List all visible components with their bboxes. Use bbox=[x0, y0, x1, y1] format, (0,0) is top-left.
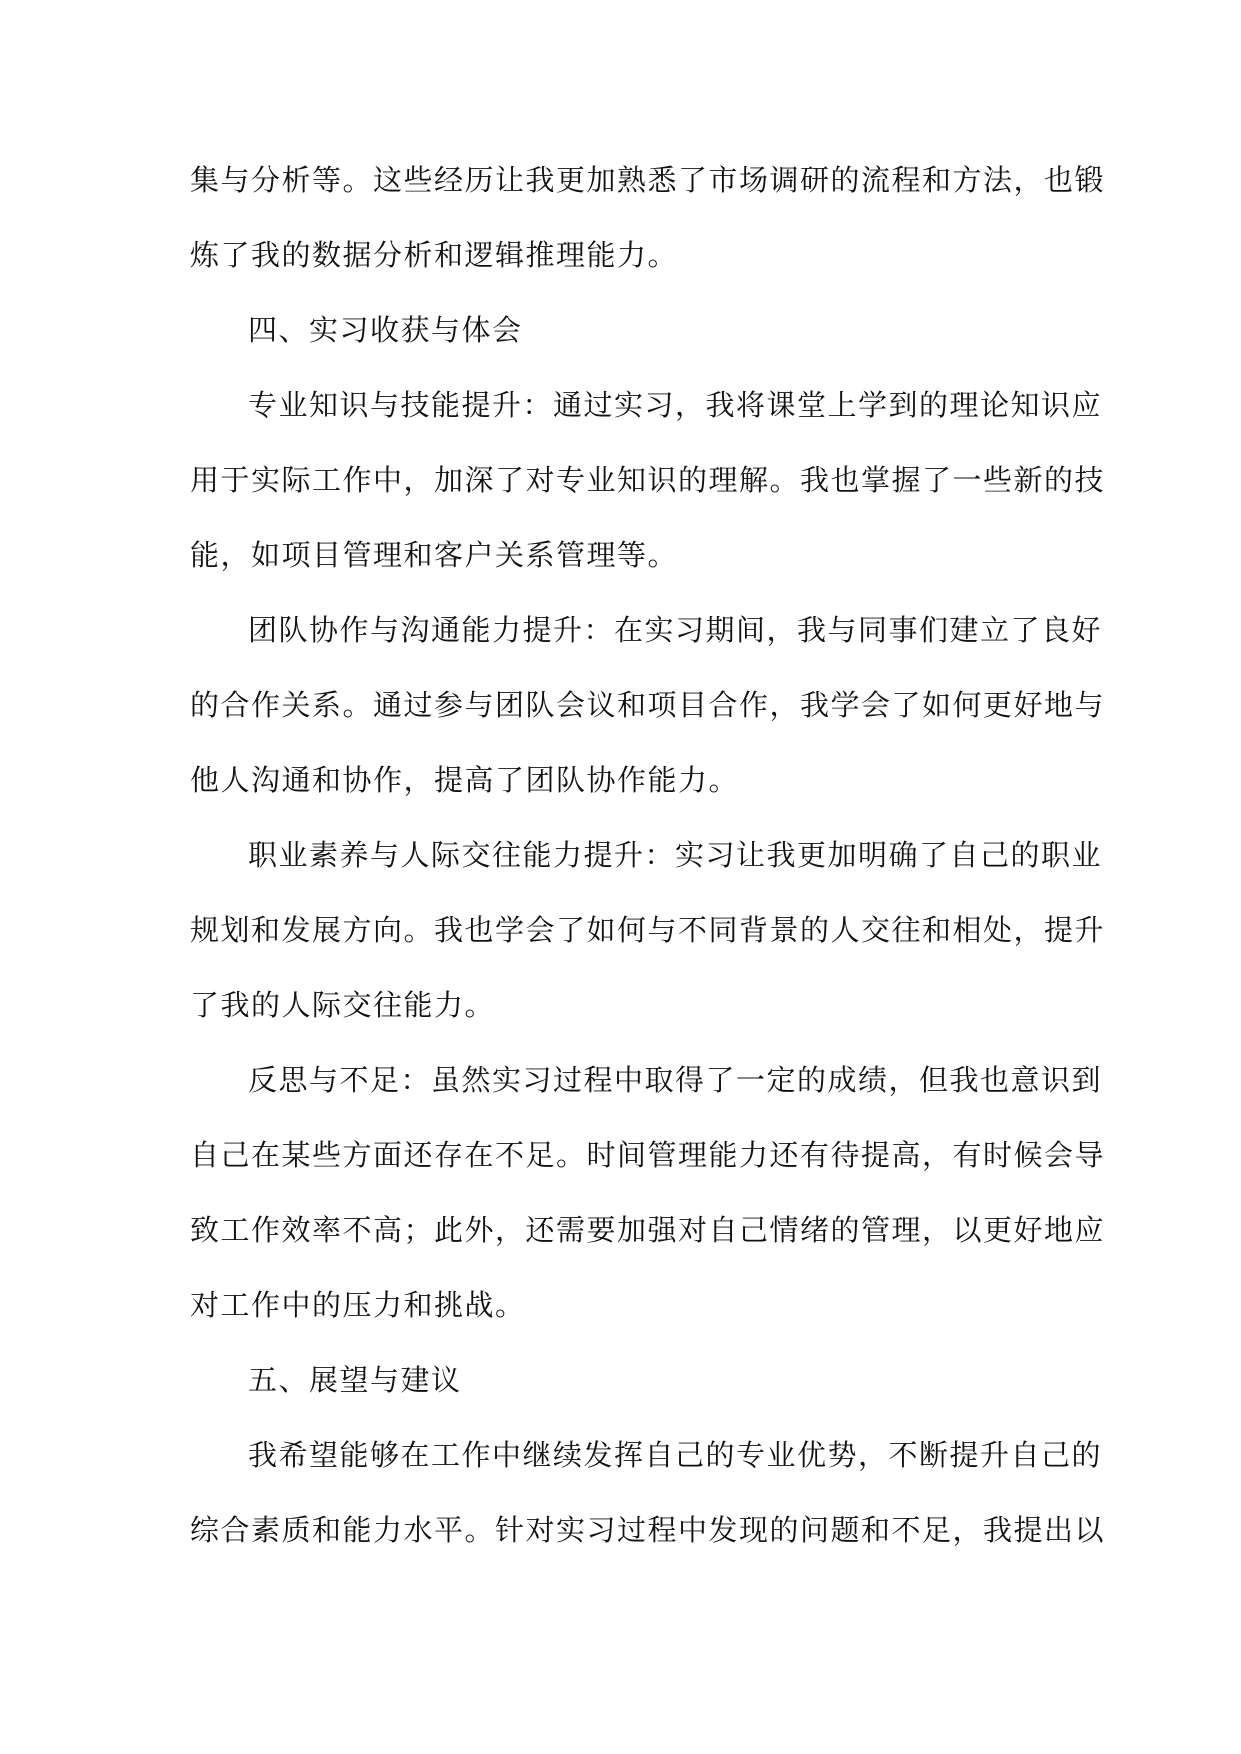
text-line: 规划和发展方向。我也学会了如何与不同背景的人交往和相处，提升 bbox=[190, 913, 1106, 947]
text-line: 自己在某些方面还存在不足。时间管理能力还有待提高，有时候会导 bbox=[190, 1138, 1106, 1172]
section-heading-5 bbox=[190, 1343, 1052, 1418]
text-line: 集与分析等。这些经历让我更加熟悉了市场调研的流程和方法，也锻 bbox=[190, 163, 1106, 197]
paragraph-teamwork bbox=[190, 593, 1106, 818]
text-line: 专业知识与技能提升：通过实习，我将课堂上学到的理论知识应 bbox=[248, 388, 1103, 422]
text-line: 致工作效率不高；此外，还需要加强对自己情绪的管理，以更好地应 bbox=[190, 1213, 1106, 1247]
text-line: 了我的人际交往能力。 bbox=[190, 988, 496, 1022]
text-line: 炼了我的数据分析和逻辑推理能力。 bbox=[190, 238, 679, 272]
section-heading-4 bbox=[190, 293, 1052, 368]
text-line: 能，如项目管理和客户关系管理等。 bbox=[190, 538, 679, 572]
text-line: 他人沟通和协作，提高了团队协作能力。 bbox=[190, 763, 740, 797]
heading-line: 五、展望与建议 bbox=[248, 1363, 462, 1397]
paragraph-continuation bbox=[190, 143, 1106, 293]
paragraph-outlook bbox=[190, 1418, 1106, 1568]
text-line: 综合素质和能力水平。针对实习过程中发现的问题和不足，我提出以 bbox=[190, 1513, 1106, 1547]
text-line: 用于实际工作中，加深了对专业知识的理解。我也掌握了一些新的技 bbox=[190, 463, 1106, 497]
paragraph-career bbox=[190, 818, 1106, 1043]
paragraph-reflection bbox=[190, 1043, 1106, 1343]
heading-line: 四、实习收获与体会 bbox=[248, 313, 523, 347]
text-line: 团队协作与沟通能力提升：在实习期间，我与同事们建立了良好 bbox=[248, 613, 1103, 647]
document-body bbox=[190, 143, 1106, 1568]
paragraph-professional-skills bbox=[190, 368, 1106, 593]
text-line: 的合作关系。通过参与团队会议和项目合作，我学会了如何更好地与 bbox=[190, 688, 1106, 722]
text-line: 对工作中的压力和挑战。 bbox=[190, 1288, 526, 1322]
text-line: 反思与不足：虽然实习过程中取得了一定的成绩，但我也意识到 bbox=[248, 1063, 1103, 1097]
text-line: 职业素养与人际交往能力提升：实习让我更加明确了自己的职业 bbox=[248, 838, 1103, 872]
text-line: 我希望能够在工作中继续发挥自己的专业优势，不断提升自己的 bbox=[248, 1438, 1103, 1472]
